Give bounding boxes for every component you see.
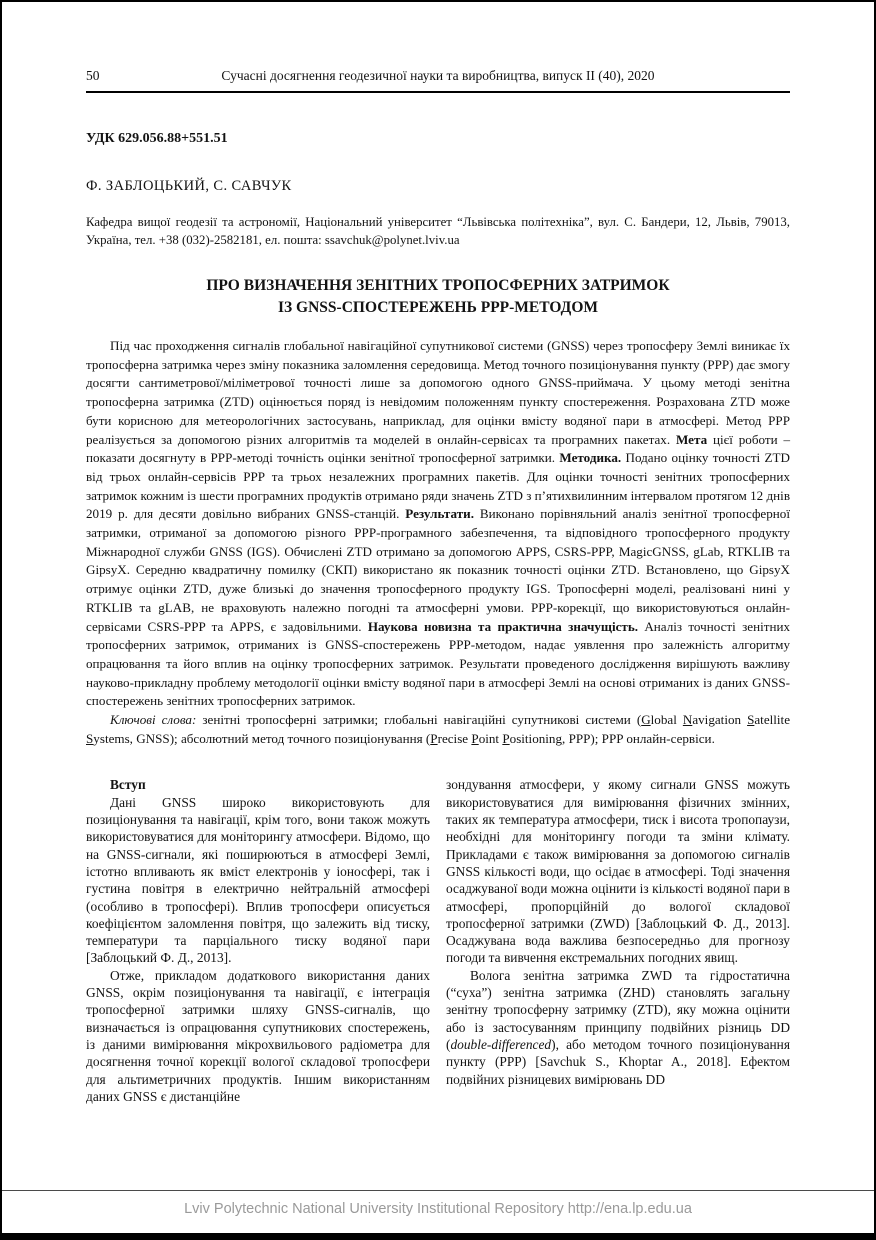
keywords: Ключові слова: зенітні тропосферні затримки; глобальні навігаційні супутникові системи (Global Navigation Satellite Systems, GNSS); абсолютний метод точного позиціонування (Precise Point Positioning, PPP); PPP онлайн-сервіси. bbox=[86, 712, 790, 746]
article-title bbox=[86, 275, 790, 319]
paragraph-intro-4: Волога зенітна затримка ZWD та гідростатична (“суха”) зенітна затримка (ZHD) становлять загальну зенітну тропосферну затримку (ZTD), яку можна оцінити або із застосуванням принципу подвійних різниць DD (double-differenced), або методом точного позиціонування пункту (PPP) [Savchuk S., Khoptar A., 2018]. Ефектом подвійних різницевих вимірювань DD bbox=[446, 967, 790, 1087]
authors: Ф. ЗАБЛОЦЬКИЙ, С. САВЧУК bbox=[86, 178, 292, 194]
repository-footer-text: Lviv Polytechnic National University Institutional Repository http://ena.lp.edu.ua bbox=[184, 1201, 692, 1217]
journal-title: Сучасні досягнення геодезичної науки та виробництва, випуск ІІ (40), 2020 bbox=[221, 68, 655, 83]
article-title-line2: ІЗ GNSS-СПОСТЕРЕЖЕНЬ PPP-МЕТОДОМ bbox=[277, 299, 599, 316]
right-column bbox=[446, 776, 790, 1105]
section-heading-introduction: Вступ bbox=[110, 777, 146, 793]
header-rule bbox=[86, 91, 790, 93]
article-title-line1: ПРО ВИЗНАЧЕННЯ ЗЕНІТНИХ ТРОПОСФЕРНИХ ЗАТРИМОК bbox=[206, 277, 670, 294]
paragraph-intro-3: зондування атмосфери, у якому сигнали GNSS можуть використовуватися для вимірювання фізичних змінних, таких як температура атмосфери, тиск і висота тропопаузи, необхідні для моніторингу погоди та зміни клімату. Прикладами є також вимірювання за допомогою сигналів GNSS кількості води, що осідає в атмосфері. Тоді значення осаджуваної води можна оцінити із кількості водяної пари в атмосфері, пропорційній до вологої складової тропосферної затримки (ZWD) [Заблоцький Ф. Д., 2013]. Осаджувана вода важлива безпосередньо для прогнозу погоди та вивчення екстремальних погодних явищ. bbox=[446, 777, 790, 966]
udc-code: УДК 629.056.88+551.51 bbox=[86, 131, 228, 146]
paragraph-intro-2: Отже, прикладом додаткового використання даних GNSS, окрім позиціонування та навігації, є інтеграція тропосферної затримки шляху GNSS-сигналів, що визначається із опрацювання супутникових спостережень, із даними вимірювання мікрохвильового радіометра для досягнення точної корекції вологої складової тропосфери для альтиметричних продуктів. Іншим використанням даних GNSS є дистанційне bbox=[86, 967, 430, 1104]
repository-footer bbox=[2, 1190, 874, 1233]
left-column bbox=[86, 776, 430, 1105]
page-number: 50 bbox=[86, 68, 100, 83]
paragraph-intro-1: Дані GNSS широко використовують для позиціонування та навігації, крім того, вони також можуть використовуватися для моніторингу атмосфери. Відомо, що на GNSS-сигнали, які поширюються в атмосфері Землі, істотно впливають як вміст електронів у іоносфері, так і густина повітря в електрично нейтральній атмосфері (особливо в тропосфері). Вплив тропосфери описується коефіцієнтом заломлення повітря, що залежить від тиску, температури та парціального тиску водяної пари [Заблоцький Ф. Д., 2013]. bbox=[86, 794, 430, 966]
article-body bbox=[86, 776, 790, 1105]
affiliation: Кафедра вищої геодезії та астрономії, Національний університет “Львівська політехніка”, вул. С. Бандери, 12, Львів, 79013, Україна, тел. +38 (032)-2582181, ел. пошта: ssavchuk@polynet.lviv.ua bbox=[86, 215, 790, 247]
abstract: Під час проходження сигналів глобальної навігаційної супутникової системи (GNSS) через тропосферу Землі виникає їх тропосферна затримка через зміну показника заломлення середовища. Метод точного позиціонування пункту (PPP) дає змогу досягти сантиметрової/міліметрової точності лише за допомогою одного GNSS-приймача. У цьому методі зенітна тропосферна затримка (ZTD) оцінюється поряд із невідомим положенням пункту спостереження. Розрахована ZTD може бути корисною для метеорологічних застосувань, наприклад, для оцінки вмісту водяної пари в атмосфері. Метод PPP реалізується за допомогою різних алгоритмів та моделей в онлайн-сервісах та програмних пакетах. Мета цієї роботи – показати досягнуту в PPP-методі точність оцінки зенітної тропосферної затримки. Методика. Подано оцінку точності ZTD від трьох онлайн-сервісів PPP та трьох незалежних програмних пакетів. Для оцінки точності зенітних тропосферних затримок кожним із шести програмних продуктів отримано ряди значень ZTD з п’ятихвилинним інтервалом протягом 12 днів 2019 р. для десяти довільно вибраних GNSS-станцій. Результати. Виконано порівняльний аналіз зенітної тропосферної затримки, отриманої за допомогою різного PPP-програмного забезпечення, та відповідного тропосферного продукту Міжнародної служби GNSS (IGS). Обчислені ZTD отримано за допомогою APPS, CSRS-PPP, MagicGNSS, gLab, RTKLIB та GipsyX. Середню квадратичну помилку (СКП) використано як показник точності оцінки ZTD. Встановлено, що GipsyX отримує оцінки ZTD, дуже близькі до значення тропосферного продукту IGS. Тропосферні моделі, реалізовані нині у RTKLIB та gLAB, не враховують належно погодні та атмосферні умови. PPP-корекції, що використовуються онлайн-сервісами CSRS-PPP та APPS, є задовільними. Наукова новизна та практична значущість. Аналіз точності зенітних тропосферних затримок, отриманих із GNSS-спостережень PPP-методом, надає уявлення про залежність алгоритму опрацювання та його вплив на оцінку тропосферних затримок. Результати проведеного дослідження вирішують важливу науково-прикладну проблему методології оцінки вмісту водяної пари в атмосфері Землі на основі отриманих із даних GNSS-спостережень зенітних тропосферних затримок. bbox=[86, 338, 791, 709]
page-content bbox=[2, 2, 874, 1105]
page-header bbox=[86, 68, 790, 86]
